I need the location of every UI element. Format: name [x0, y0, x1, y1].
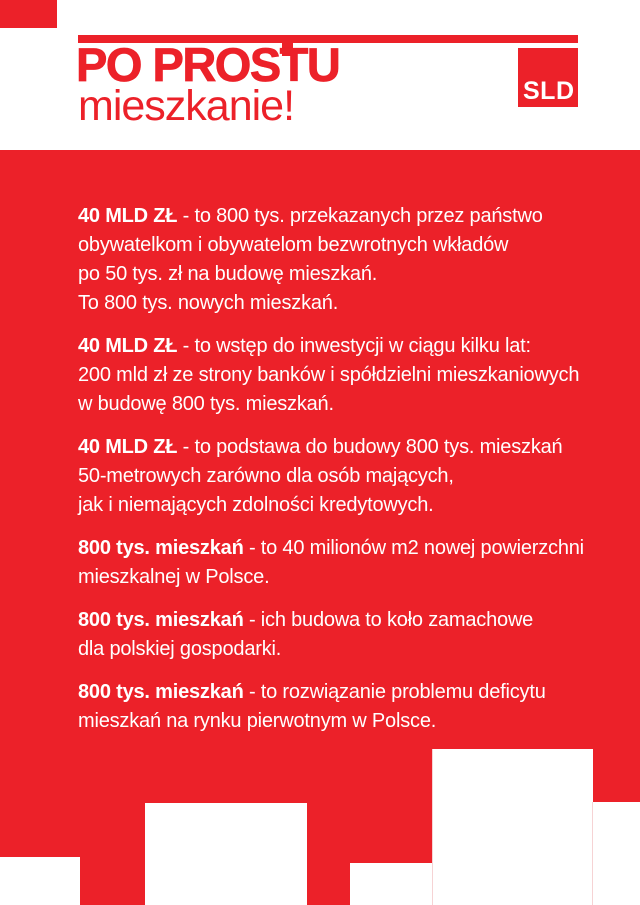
paragraph-line: po 50 tys. zł na budowę mieszkań.	[78, 263, 378, 285]
paragraph-line: 40 MLD ZŁ - to wstęp do inwestycji w ciągu kilku lat:	[78, 335, 531, 357]
paragraph-line: 50-metrowych zarówno dla osób mających,	[78, 465, 454, 487]
paragraph-line: 200 mld zł ze strony banków i spółdzielni mieszkaniowych	[78, 364, 580, 386]
skyline-building	[145, 803, 307, 905]
content-area	[0, 150, 640, 905]
paragraph-line: To 800 tys. nowych mieszkań.	[78, 292, 339, 314]
paragraph	[78, 433, 634, 520]
skyline-building	[0, 857, 80, 905]
paragraph-list	[78, 202, 634, 750]
sld-logo	[518, 48, 578, 107]
paragraph-line: jak i niemających zdolności kredytowych.	[78, 494, 434, 516]
paragraph-line: 800 tys. mieszkań - to 40 milionów m2 nowej powierzchni	[78, 537, 584, 559]
paragraph-lead: 800 tys. mieszkań	[78, 681, 249, 703]
paragraph-line: 800 tys. mieszkań - to rozwiązanie problemu deficytu	[78, 681, 546, 703]
sld-logo-text: SLD	[523, 77, 575, 105]
skyline-building	[432, 749, 593, 905]
paragraph-lead: 800 tys. mieszkań	[78, 537, 249, 559]
paragraph-line: obywatelkom i obywatelom bezwrotnych wkładów	[78, 234, 509, 256]
headline-primary: PO PROSTU	[76, 38, 340, 91]
headline-secondary: mieszkanie!	[78, 82, 295, 130]
paragraph-line: w budowę 800 tys. mieszkań.	[78, 393, 334, 415]
paragraph	[78, 606, 634, 664]
paragraph-lead: 40 MLD ZŁ	[78, 436, 183, 458]
paragraph-lead: 40 MLD ZŁ	[78, 335, 183, 357]
paragraph-line: 40 MLD ZŁ - to 800 tys. przekazanych przez państwo	[78, 205, 543, 227]
paragraph	[78, 332, 634, 419]
paragraph-line: 800 tys. mieszkań - ich budowa to koło zamachowe	[78, 609, 534, 631]
paragraph	[78, 678, 634, 736]
skyline-building	[592, 802, 640, 905]
paragraph	[78, 534, 634, 592]
paragraph-line: dla polskiej gospodarki.	[78, 638, 282, 660]
paragraph	[78, 202, 634, 318]
paragraph-line: mieszkalnej w Polsce.	[78, 566, 270, 588]
skyline-building	[350, 863, 432, 905]
corner-accent-block	[0, 0, 57, 28]
paragraph-line: 40 MLD ZŁ - to podstawa do budowy 800 tys. mieszkań	[78, 436, 563, 458]
paragraph-line: mieszkań na rynku pierwotnym w Polsce.	[78, 710, 437, 732]
paragraph-lead: 40 MLD ZŁ	[78, 205, 183, 227]
paragraph-lead: 800 tys. mieszkań	[78, 609, 249, 631]
